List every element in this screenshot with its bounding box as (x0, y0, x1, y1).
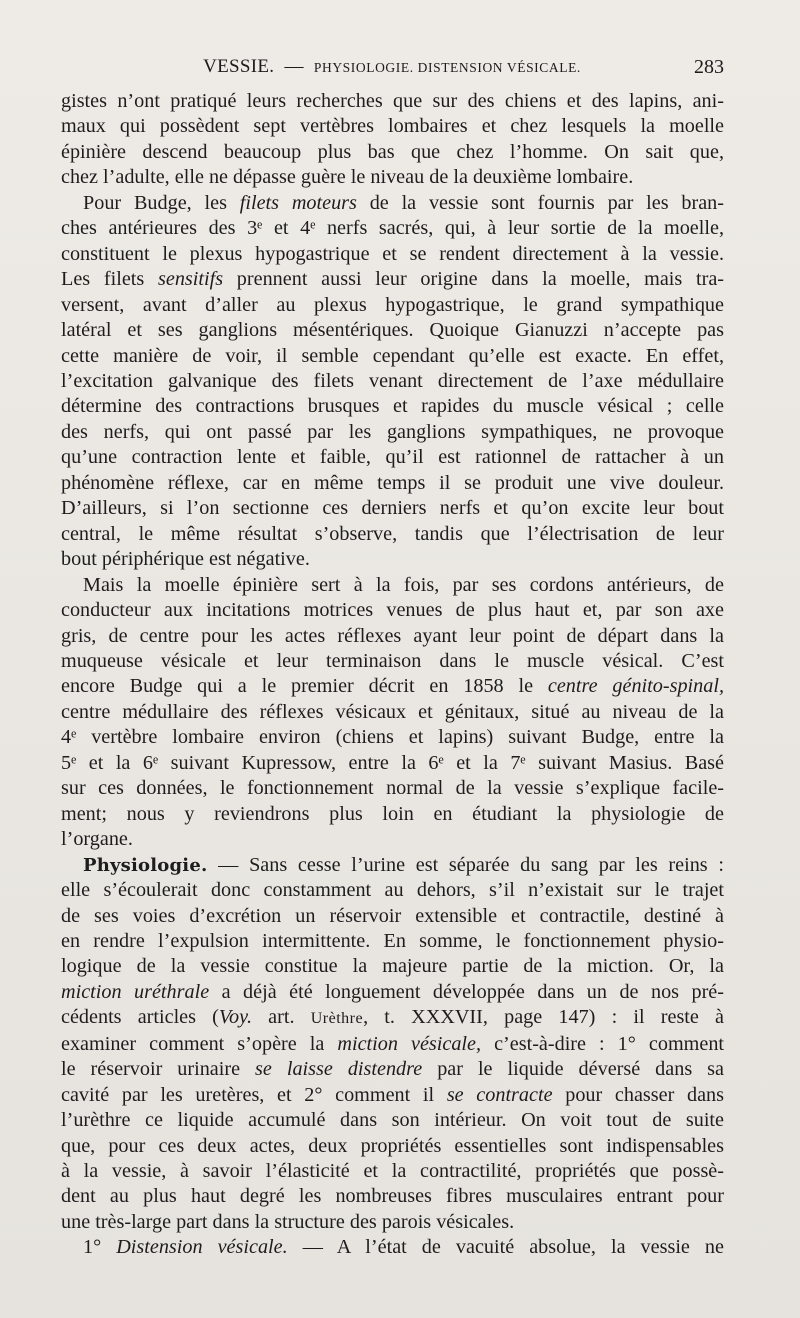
italic-term: miction vésicale, (337, 1032, 482, 1055)
text-line (61, 1032, 724, 1057)
running-head (60, 56, 724, 78)
text-line (61, 1083, 724, 1108)
text-line: des nerfs, qui ont passé par les ganglions sympathiques, ne provoque (61, 420, 724, 443)
text-line: constituent le plexus hypogastrique et se rendent directement à la vessie. (61, 242, 724, 265)
text-line: l’excitation galvanique des filets venant directement de l’axe médullaire (61, 369, 724, 392)
text-run: prennent aussi leur origine dans la moelle, mais tra- (223, 268, 724, 291)
italic-term: sensitifs (158, 268, 224, 291)
text-line: 5ᵉ et la 6ᵉ suivant Kupressow, entre la 6ᵉ et la 7ᵉ suivant Masius. Basé (61, 751, 724, 774)
text-line: gris, de centre pour les actes réflexes ayant leur point de départ dans la (61, 624, 724, 647)
text-run: , t. XXXVII, page 147) : il reste à (363, 1006, 725, 1029)
body-text (61, 89, 724, 1261)
paragraph (61, 1235, 724, 1260)
text-line: chez l’adulte, elle ne dépasse guère le niveau de la deuxième lombaire. (61, 166, 634, 189)
text-run: examiner comment s’opère la (61, 1032, 338, 1055)
text-run: c’est-à-dire : 1° comment (481, 1032, 725, 1055)
text-line: latéral et ses ganglions mésentériques. Quoique Gianuzzi n’accepte pas (61, 319, 724, 342)
section-heading: Physiologie. (83, 854, 208, 876)
paragraph (61, 573, 724, 853)
text-line (61, 1057, 724, 1082)
text-run: Les filets (61, 268, 158, 291)
text-line: muqueuse vésicale et leur terminaison dans le muscle vésical. C’est (61, 649, 724, 672)
text-line (61, 267, 724, 292)
text-line: cette manière de voir, il semble cependant qu’elle est exacte. En effet, (61, 344, 724, 367)
text-run: art. (252, 1006, 311, 1029)
page-header (60, 56, 724, 88)
text-line: sur ces données, le fonctionnement normal de la vessie s’explique facile- (61, 777, 724, 800)
italic-term: filets moteurs (239, 191, 357, 214)
italic-term: miction uréthrale (61, 980, 210, 1003)
text-line: elle s’écoulerait donc constamment au dehors, s’il n’existait sur le trajet (61, 879, 724, 902)
italic-term: centre génito-spinal, (547, 675, 724, 698)
text-line: D’ailleurs, si l’on sectionne ces derniers nerfs et qu’on excite leur bout (61, 497, 724, 520)
running-head-dash: — (284, 56, 304, 77)
text-line: centre médullaire des réflexes vésicaux et génitaux, situé au niveau de la (61, 700, 724, 723)
running-head-section: PHYSIOLOGIE. DISTENSION VÉSICALE. (313, 60, 581, 75)
text-line: de ses voies d’excrétion un réservoir extensible et contractile, destiné à (61, 904, 724, 927)
text-line: l’urèthre ce liquide accumulé dans son intérieur. On voit tout de suite (61, 1109, 724, 1132)
text-line: 4ᵉ vertèbre lombaire environ (chiens et lapins) suivant Budge, entre la (61, 726, 724, 749)
text-line (61, 1005, 724, 1031)
text-line: central, le même résultat s’observe, tandis que l’électrisation de leur (61, 522, 724, 545)
text-line: à la vessie, à savoir l’élasticité et la contractilité, propriétés que possè- (61, 1160, 724, 1183)
paragraph (61, 191, 724, 573)
paragraph (61, 89, 724, 191)
italic-term: se contracte (446, 1083, 553, 1106)
running-head-title: VESSIE. (203, 56, 275, 77)
text-run: le réservoir urinaire (61, 1058, 256, 1081)
small-caps-term: Urèthre (310, 1010, 364, 1028)
text-line: qu’une contraction lente et faible, qu’il est rationnel de rattacher à un (61, 446, 724, 469)
text-line: conducteur aux incitations motrices venues de plus haut et, par son axe (61, 599, 724, 622)
text-line: dent au plus haut degré les nombreuses fibres musculaires entrant pour (61, 1185, 724, 1208)
paragraph (61, 853, 724, 1236)
page-number: 283 (694, 56, 724, 78)
text-run: 1° (83, 1236, 117, 1259)
text-line (61, 1235, 724, 1260)
text-run: pour chasser dans (552, 1083, 724, 1106)
text-line: détermine des contractions brusques et rapides du muscle vésical ; celle (61, 395, 724, 418)
text-run: — A l’état de vacuité absolue, la vessie ne (287, 1236, 724, 1259)
text-line: versent, avant d’aller au plexus hypogastrique, le grand sympathique (61, 293, 724, 316)
text-line: en rendre l’expulsion intermittente. En somme, le fonctionnement physio- (61, 929, 724, 952)
text-line: ches antérieures des 3ᵉ et 4ᵉ nerfs sacrés, qui, à leur sortie de la moelle, (61, 217, 724, 240)
text-run: encore Budge qui a le premier décrit en 1858 le (61, 675, 548, 698)
text-line: une très-large part dans la structure des parois vésicales. (61, 1210, 515, 1233)
text-line: ment; nous y reviendrons plus loin en étudiant la physiologie de (61, 802, 724, 825)
text-run: Pour Budge, les (83, 191, 240, 214)
italic-term: se laisse distendre (255, 1058, 423, 1081)
text-line: gistes n’ont pratiqué leurs recherches que sur des chiens et des lapins, ani- (61, 90, 724, 112)
italic-term: Distension vésicale. (116, 1236, 288, 1259)
italic-term: Voy. (218, 1006, 252, 1029)
text-line: bout périphérique est négative. (61, 548, 310, 571)
text-line (61, 853, 724, 878)
text-line: Mais la moelle épinière sert à la fois, par ses cordons antérieurs, de (83, 573, 724, 596)
text-run: cédents articles ( (61, 1006, 219, 1029)
text-line (61, 980, 724, 1005)
text-run: cavité par les uretères, et 2° comment il (61, 1083, 447, 1106)
text-run: — Sans cesse l’urine est séparée du sang par les reins : (207, 853, 724, 876)
text-line: que, pour ces deux actes, deux propriétés essentielles sont indispensables (61, 1134, 724, 1157)
text-line (61, 191, 724, 216)
text-line: logique de la vessie constitue la majeure partie de la miction. Or, la (61, 955, 724, 978)
text-line: maux qui possèdent sept vertèbres lombaires et chez lesquels la moelle (61, 115, 724, 138)
text-line: phénomène réflexe, car en même temps il se produit une vive douleur. (61, 471, 724, 494)
text-run: de la vessie sont fournis par les bran- (356, 191, 724, 214)
text-line: l’organe. (61, 828, 133, 851)
text-line (61, 674, 724, 699)
text-run: a déjà été longuement développée dans un de nos pré- (209, 980, 724, 1003)
text-run: par le liquide déversé dans sa (422, 1058, 724, 1081)
text-line: épinière descend beaucoup plus bas que chez l’homme. On sait que, (61, 140, 724, 163)
